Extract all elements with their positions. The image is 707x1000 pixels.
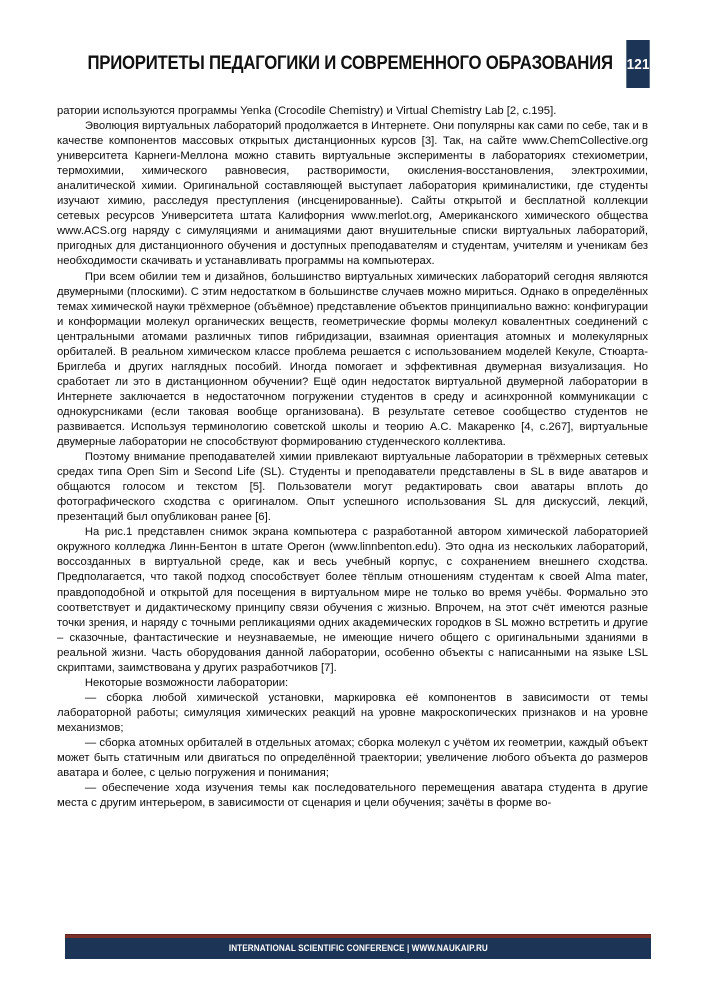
paragraph: ратории используются программы Yenka (Crocodile Chemistry) и Virtual Chemistry Lab [2, с.195].: [57, 105, 557, 117]
paragraph: На рис.1 представлен снимок экрана компьютера с разработанной автором химической лабораторией окружного колледжа Линн-Бентон в штате Орегон (www.linnbenton.edu). Это одна из нескольких лабораторий, воссозданных в виртуальной среде, как и весь учебный корпус, с сохранением внешнего сходства. Предполагается, что такой подход способствует более тёплым отношениям студентам к своей Alma mater, правдоподобной и открытой для посещения в виртуальном мире не только во время учёбы. Формально это соответствует и дидактическому принципу связи обучения с жизнью. Впрочем, на этот счёт имеются разные точки зрения, и наряду с точными репликациями одних академических городков в SL можно встретить и другие – сказочные, фантастические и неузнаваемые, не имеющие ничего общего с оригинальными зданиями в реальной жизни. Часть оборудования данной лаборатории, особенно объекты с написанными на языке LSL скриптами, заимствована у других разработчиков [7].: [57, 526, 649, 674]
page-title: ПРИОРИТЕТЫ ПЕДАГОГИКИ И СОВРЕМЕННОГО ОБРАЗОВАНИЯ: [87, 52, 613, 75]
footer-label: INTERNATIONAL SCIENTIFIC CONFERENCE | WWW.NAUKAIP.RU: [228, 943, 488, 954]
paragraph: Эволюция виртуальных лабораторий продолжается в Интернете. Они популярны как сами по себе, так и в качестве компонентов массовых открытых дистанционных курсов [3]. Так, на сайте www.ChemCollective.org университета Карнеги-Меллона можно ставить виртуальные эксперименты в лабораториях стехиометрии, термохимии, химического равновесия, растворимости, окисления-восстановления, электрохимии, аналитической химии. Оригинальной составляющей выступает лаборатория криминалистики, где студенты изучают химию, расследуя преступления (инсценированные). Сайты открытой и бесплатной коллекции сетевых ресурсов Университета штата Калифорния www.merlot.org, Американского химического общества www.ACS.org наряду с симуляциями и анимациями дают внушительные списки виртуальных лабораторий, пригодных для дистанционного обучения и доступных преподавателям и студентам, учителям и ученикам без необходимости скачивать и устанавливать программы на компьютерах.: [57, 120, 649, 268]
list-item: — обеспечение хода изучения темы как последовательного перемещения аватара студента в другие места с другим интерьером, в зависимости от сценария и цели обучения; зачёты в форме во-: [57, 782, 649, 810]
article-body: [57, 104, 651, 811]
list-item: — сборка атомных орбиталей в отдельных атомах; сборка молекул с учётом их геометрии, каждый объект может быть статичным или двигаться по определённой траектории; увеличение любого объекта до размеров аватара и более, с целью погружения и понимания;: [57, 736, 649, 780]
footer-bar: [65, 938, 651, 959]
list-item: — сборка любой химической установки, маркировка её компонентов в зависимости от темы лабораторной работы; симуляция химических реакций на уровне макроскопических признаков и на уровне механизмов;: [57, 691, 649, 734]
paragraph: Поэтому внимание преподавателей химии привлекают виртуальные лаборатории в трёхмерных сетевых средах типа Open Sim и Second Life (SL). Студенты и преподаватели представлены в SL в виде аватаров и общаются голосом и текстом [5]. Пользователи могут редактировать свои аватары вплоть до фотографического сходства с оригиналом. Опыт успешного использования SL для дискуссий, лекций, презентаций был опубликован ранее [6].: [57, 451, 649, 524]
page-header: [0, 36, 707, 92]
page-footer: [65, 934, 651, 959]
paragraph: При всем обилии тем и дизайнов, большинство виртуальных химических лабораторий сегодня являются двумерными (плоскими). С этим недостатком в большинстве случаев можно мириться. Однако в определённых темах химической науки трёхмерное (объёмное) представление объектов принципиально важно: конфигурации и конформации молекул органических веществ, геометрические формы молекул ковалентных соединений с центральными атомами различных типов гибридизации, взаимная ориентация атомных и молекулярных орбиталей. В реальном химическом классе проблема решается с использованием моделей Кекуле, Стюарта-Бриглеба и других наглядных пособий. Иногда помогает и эффективная двумерная визуализация. Но сработает ли это в дистанционном обучении? Ещё один недостаток виртуальной двумерной лаборатории в Интернете заключается в недостаточном погружении студентов в среду и асинхронной коммуникации с однокурсниками (если таковая вообще организована). В результате сетевое сообщество студентов не развивается. Используя терминологию советской школы и теорию А.С. Макаренко [4, с.267], виртуальные двумерные лаборатории не способствуют формированию студенческого коллектива.: [57, 270, 649, 449]
paragraph: Некоторые возможности лаборатории:: [84, 676, 289, 689]
page-number-badge: 121: [626, 40, 650, 88]
